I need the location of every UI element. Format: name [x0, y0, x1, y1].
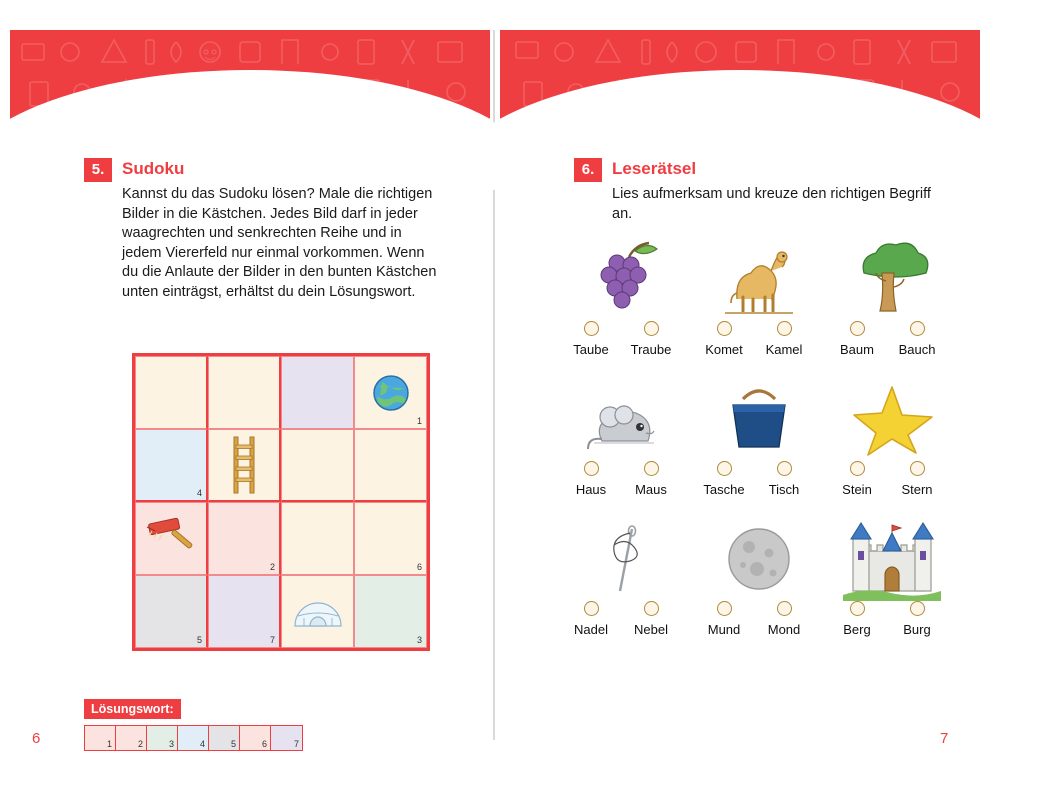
sudoku-cell-globe[interactable] — [354, 356, 427, 429]
option-radio-circle[interactable] — [777, 461, 792, 476]
riddle-grid — [564, 235, 964, 655]
option-radio-circle[interactable] — [850, 461, 865, 476]
option-radio-circle[interactable] — [910, 321, 925, 336]
option-radio-circle[interactable] — [717, 321, 732, 336]
riddle-option[interactable] — [886, 601, 948, 637]
solution-cell[interactable] — [85, 726, 116, 750]
riddle-option[interactable] — [560, 461, 622, 497]
option-label: Kamel — [765, 342, 803, 357]
sudoku-cell[interactable] — [354, 502, 427, 575]
riddle-options — [697, 461, 821, 515]
riddle-item-mouse — [564, 375, 688, 515]
solution-word-label: Lösungswort: — [84, 699, 181, 719]
riddle-item-star — [830, 375, 954, 515]
option-radio-circle[interactable] — [584, 601, 599, 616]
left-page-header-band — [10, 30, 490, 125]
riddle-options — [830, 321, 954, 375]
option-label: Burg — [903, 622, 931, 637]
riddle-option[interactable] — [560, 601, 622, 637]
solution-cell[interactable] — [209, 726, 240, 750]
solution-cell-index: 5 — [230, 739, 236, 749]
riddle-option[interactable] — [620, 461, 682, 497]
riddle-picture — [830, 515, 954, 601]
option-radio-circle[interactable] — [910, 461, 925, 476]
solution-cell-index: 6 — [261, 739, 267, 749]
riddle-options — [697, 321, 821, 375]
option-label: Taube — [573, 342, 609, 357]
solution-cell-index: 3 — [168, 739, 174, 749]
task-text-sudoku: Kannst du das Sudoku lösen? Male die richtigen Bilder in die Kästchen. Jedes Bild darf in jeder waagrechten und senkrechten Reihe und in jedem Viererfeld nur einmal vorkommen. Wenn du die Anlaute der Bilder in den bunten Kästchen unten einträgst, erhältst du dein Lösungswort. — [122, 186, 437, 300]
sudoku-cell-index: 1 — [416, 416, 422, 426]
igloo-icon — [290, 590, 346, 634]
option-radio-circle[interactable] — [777, 321, 792, 336]
page-number-left: 6 — [32, 730, 41, 747]
option-label: Mond — [767, 622, 801, 637]
left-page — [10, 30, 490, 749]
castle-icon — [843, 517, 941, 601]
option-label: Baum — [840, 342, 874, 357]
option-label: Berg — [843, 622, 871, 637]
riddle-picture — [564, 515, 688, 601]
option-radio-circle[interactable] — [584, 461, 599, 476]
option-label: Maus — [635, 482, 667, 497]
bag-icon — [713, 377, 805, 461]
riddle-option[interactable] — [753, 321, 815, 357]
needle-thread-icon — [580, 517, 672, 601]
sudoku-cell-igloo[interactable] — [281, 575, 354, 648]
mouse-icon — [580, 377, 672, 461]
solution-cell[interactable] — [147, 726, 178, 750]
page-number-right: 7 — [940, 730, 949, 747]
option-label: Stein — [842, 482, 872, 497]
task-title-leseraetsel: Leserätsel — [612, 159, 697, 178]
option-radio-circle[interactable] — [584, 321, 599, 336]
riddle-picture — [697, 515, 821, 601]
solution-cell-index: 2 — [137, 739, 143, 749]
right-page-header-band — [500, 30, 980, 125]
sudoku-cell[interactable] — [281, 429, 354, 502]
riddle-item-camel — [697, 235, 821, 375]
riddle-picture — [697, 235, 821, 321]
task-title-sudoku: Sudoku — [122, 159, 185, 178]
riddle-item-needle — [564, 515, 688, 655]
option-label: Tasche — [703, 482, 745, 497]
option-label: Mund — [707, 622, 741, 637]
riddle-picture — [830, 235, 954, 321]
riddle-option[interactable] — [693, 461, 755, 497]
sudoku-cell-index: 6 — [416, 562, 422, 572]
broom-icon — [143, 515, 199, 563]
solution-cell[interactable] — [240, 726, 271, 750]
camel-icon — [713, 237, 805, 321]
riddle-picture — [830, 375, 954, 461]
sudoku-cell-index: 2 — [269, 562, 275, 572]
option-radio-circle[interactable] — [910, 601, 925, 616]
sudoku-cell-index: 4 — [196, 488, 202, 498]
option-radio-circle[interactable] — [850, 321, 865, 336]
riddle-option[interactable] — [886, 321, 948, 357]
sudoku-cell[interactable] — [208, 502, 281, 575]
riddle-option[interactable] — [620, 321, 682, 357]
option-radio-circle[interactable] — [644, 461, 659, 476]
task-text-leseraetsel: Lies aufmerksam und kreuze den richtigen Begriff an. — [612, 186, 931, 222]
riddle-option[interactable] — [826, 601, 888, 637]
star-icon — [846, 377, 938, 461]
solution-cell[interactable] — [271, 726, 302, 750]
riddle-options — [697, 601, 821, 655]
riddle-option[interactable] — [886, 461, 948, 497]
option-radio-circle[interactable] — [777, 601, 792, 616]
riddle-option[interactable] — [826, 461, 888, 497]
riddle-picture — [564, 375, 688, 461]
sudoku-cell[interactable] — [281, 356, 354, 429]
option-radio-circle[interactable] — [717, 461, 732, 476]
sudoku-cell[interactable] — [208, 356, 281, 429]
sudoku-cell-broom[interactable] — [135, 502, 208, 575]
task-number-badge-5: 5. — [84, 158, 112, 182]
grapes-icon — [583, 237, 669, 321]
riddle-option[interactable] — [560, 321, 622, 357]
sudoku-cell[interactable] — [354, 575, 427, 648]
option-radio-circle[interactable] — [644, 321, 659, 336]
solution-word-strip[interactable] — [84, 725, 303, 751]
riddle-row — [564, 375, 964, 515]
option-label: Nadel — [574, 622, 608, 637]
riddle-item-bag — [697, 375, 821, 515]
sudoku-cell[interactable] — [208, 575, 281, 648]
riddle-item-moon — [697, 515, 821, 655]
riddle-item-grapes — [564, 235, 688, 375]
option-label: Haus — [575, 482, 607, 497]
riddle-item-castle — [830, 515, 954, 655]
sudoku-cell[interactable] — [135, 429, 208, 502]
ladder-icon — [229, 435, 259, 495]
riddle-option[interactable] — [693, 601, 755, 637]
option-label: Tisch — [768, 482, 800, 497]
riddle-picture — [564, 235, 688, 321]
riddle-options — [564, 321, 688, 375]
sudoku-cell-index: 3 — [416, 635, 422, 645]
option-label: Komet — [705, 342, 743, 357]
riddle-option[interactable] — [753, 601, 815, 637]
riddle-options — [830, 601, 954, 655]
option-label: Traube — [630, 342, 672, 357]
task-number-badge-6: 6. — [574, 158, 602, 182]
riddle-row — [564, 235, 964, 375]
option-label: Nebel — [634, 622, 668, 637]
right-page — [500, 30, 980, 747]
riddle-item-tree — [830, 235, 954, 375]
riddle-options — [830, 461, 954, 515]
globe-icon — [368, 370, 414, 416]
riddle-row — [564, 515, 964, 655]
riddle-option[interactable] — [693, 321, 755, 357]
riddle-options — [564, 601, 688, 655]
sudoku-cell[interactable] — [281, 502, 354, 575]
riddle-option[interactable] — [620, 601, 682, 637]
riddle-option[interactable] — [826, 321, 888, 357]
solution-cell[interactable] — [116, 726, 147, 750]
option-radio-circle[interactable] — [717, 601, 732, 616]
riddle-picture — [697, 375, 821, 461]
sudoku-cell[interactable] — [135, 575, 208, 648]
option-label: Bauch — [898, 342, 936, 357]
riddle-options — [564, 461, 688, 515]
option-radio-circle[interactable] — [644, 601, 659, 616]
tree-icon — [846, 237, 938, 321]
sudoku-cell-index: 7 — [269, 635, 275, 645]
solution-cell-index: 4 — [199, 739, 205, 749]
solution-cell-index: 7 — [293, 739, 299, 749]
solution-cell[interactable] — [178, 726, 209, 750]
sudoku-cell-index: 5 — [196, 635, 202, 645]
sudoku-cell-ladder[interactable] — [208, 429, 281, 502]
option-radio-circle[interactable] — [850, 601, 865, 616]
option-label: Stern — [901, 482, 933, 497]
moon-icon — [713, 517, 805, 601]
riddle-option[interactable] — [753, 461, 815, 497]
sudoku-cell[interactable] — [354, 429, 427, 502]
solution-cell-index: 1 — [106, 739, 112, 749]
sudoku-cell[interactable] — [135, 356, 208, 429]
sudoku-grid[interactable] — [132, 353, 430, 651]
